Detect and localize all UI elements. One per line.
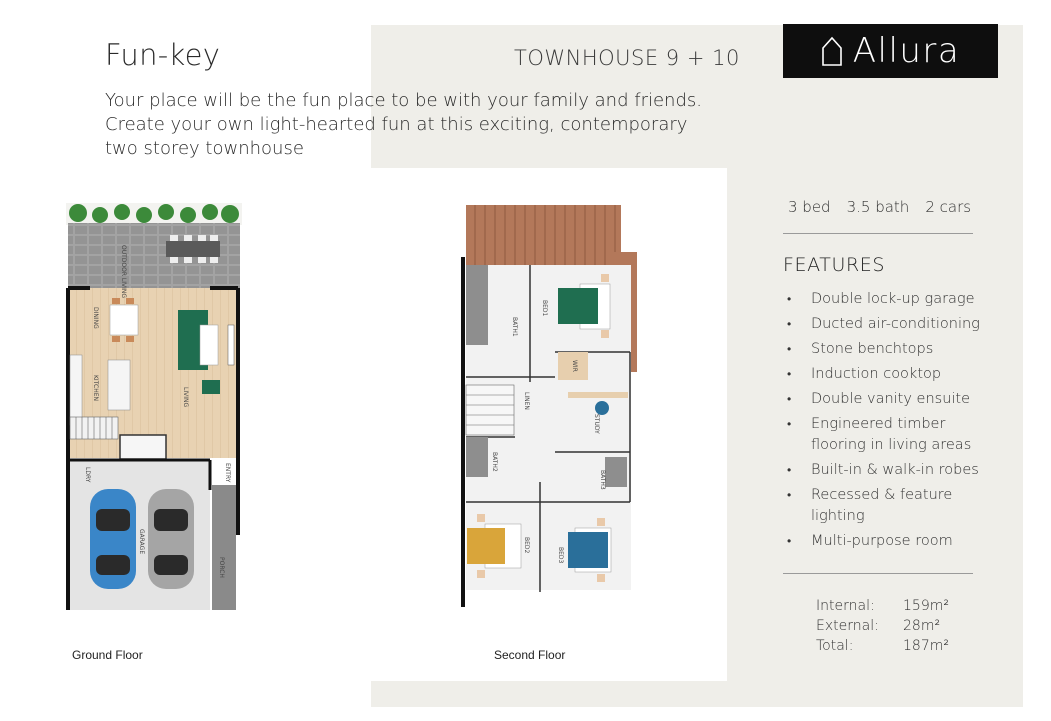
- study-desk: [568, 392, 628, 398]
- room-label-study: STUDY: [593, 414, 600, 434]
- upper-stairs: [466, 385, 514, 435]
- bath-count: 3.5 bath: [846, 198, 910, 216]
- area-value: 187m²: [903, 638, 949, 654]
- logo-wordmark: Allura: [852, 31, 961, 71]
- room-label-linen: LINEN: [523, 392, 530, 410]
- room-label-bath3: BATH3: [599, 470, 606, 490]
- room-label-bed1: BED1: [541, 300, 548, 317]
- ground-floor-plan: [60, 195, 250, 615]
- intro-line: Your place will be the fun place to be with your family and friends.: [105, 90, 702, 111]
- stairs: [70, 417, 118, 439]
- features-list: [787, 289, 1017, 556]
- room-label-bath1: BATH1: [511, 317, 518, 337]
- room-label-dining: DINING: [92, 307, 99, 329]
- area-value: 28m²: [903, 618, 941, 634]
- feature-item: • Engineered timber flooring in living areas: [787, 416, 972, 453]
- allura-logo: [783, 24, 998, 78]
- second-floor-plan: [455, 202, 645, 610]
- room-label-bed2: BED2: [523, 537, 530, 554]
- study-chair: [595, 401, 609, 415]
- feature-item: • Ducted air-conditioning: [787, 316, 980, 333]
- room-label-wir: WIR: [571, 360, 578, 372]
- area-label: Internal:: [816, 598, 875, 614]
- powder-room: [120, 435, 166, 459]
- divider-bottom: [783, 573, 973, 574]
- room-label-kitchen: KITCHEN: [92, 375, 99, 401]
- roof-deck: [466, 205, 621, 265]
- feature-item: • Multi-purpose room: [787, 532, 953, 549]
- area-row-internal: [816, 596, 963, 616]
- room-label-porch: PORCH: [218, 557, 225, 578]
- feature-item: • Induction cooktop: [787, 366, 942, 383]
- house-icon: [821, 36, 843, 66]
- bath2-tiles: [466, 437, 488, 477]
- room-label-bed3: BED3: [557, 547, 564, 564]
- blue-car: [90, 489, 136, 589]
- second-floor-label: Second Floor: [494, 648, 566, 662]
- intro-line: two storey townhouse: [105, 138, 304, 159]
- grey-car: [148, 489, 194, 589]
- room-label-garage: GARAGE: [138, 529, 145, 555]
- townhouse-subtitle: TOWNHOUSE 9 + 10: [514, 46, 740, 70]
- area-value: 159m²: [903, 598, 949, 614]
- room-label-ldry: LDRY: [84, 467, 91, 483]
- area-label: Total:: [816, 638, 854, 654]
- room-label-entry: ENTRY: [224, 463, 231, 483]
- porch: [212, 485, 236, 610]
- room-label-outdoor: OUTDOOR LIVING: [120, 245, 127, 299]
- room-label-living: LIVING: [182, 387, 189, 408]
- property-stats: [788, 198, 971, 216]
- feature-item: • Built-in & walk-in robes: [787, 462, 979, 479]
- kitchen-bench: [70, 355, 82, 425]
- bed-count: 3 bed: [788, 198, 831, 216]
- bath1-shower: [466, 265, 488, 345]
- kitchen-island: [108, 360, 130, 410]
- area-row-total: [816, 636, 963, 656]
- feature-item: • Stone benchtops: [787, 341, 934, 358]
- area-label: External:: [816, 618, 879, 634]
- garden-hedge: [66, 203, 242, 225]
- intro-line: Create your own light-hearted fun at this exciting, contemporary: [105, 114, 688, 135]
- area-row-external: [816, 616, 963, 636]
- intro-text: [105, 89, 745, 161]
- page-title: Fun-key: [105, 38, 221, 72]
- divider-top: [783, 233, 973, 234]
- area-summary: [816, 596, 963, 656]
- bath3-tiles: [605, 457, 627, 487]
- features-heading: FEATURES: [783, 254, 886, 276]
- car-count: 2 cars: [925, 198, 972, 216]
- feature-item: • Recessed & feature lighting: [787, 487, 953, 524]
- room-label-bath2: BATH2: [491, 452, 498, 472]
- feature-item: • Double vanity ensuite: [787, 391, 971, 408]
- feature-item: • Double lock-up garage: [787, 291, 975, 307]
- ground-floor-label: Ground Floor: [72, 648, 143, 662]
